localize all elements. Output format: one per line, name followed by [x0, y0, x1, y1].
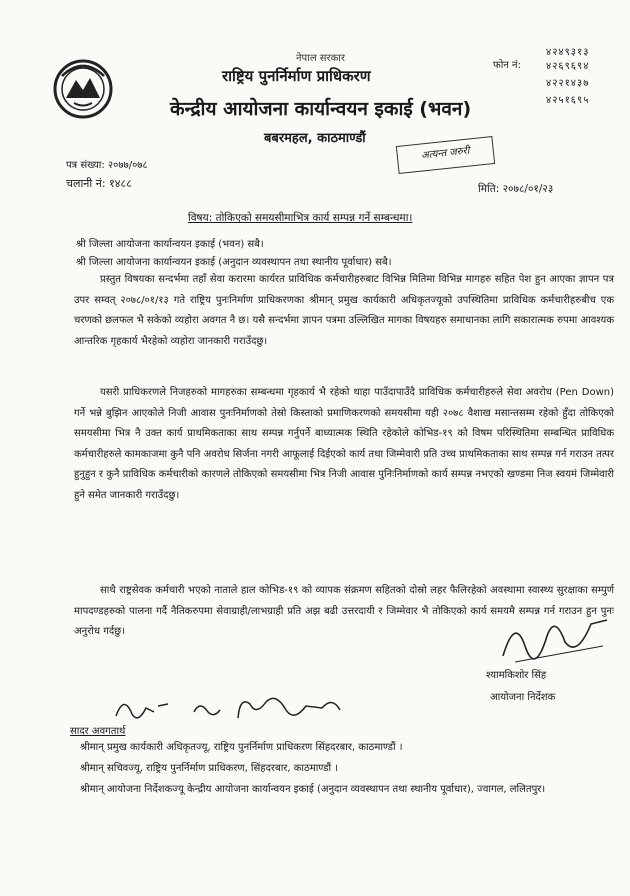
handwritten-initials-icon: [110, 686, 350, 730]
director-signature-icon: [495, 606, 615, 668]
phone-number: ४२६९६९४: [546, 61, 590, 72]
cc-item: श्रीमान् आयोजना निर्देशकज्यू केन्द्रीय आयोजना कार्यान्वयन इकाई (अनुदान व्यवस्थापन तथा स्थानीय पूर्वाधार), ज्वागल, ललितपुर।: [80, 784, 546, 795]
cc-item: श्रीमान् सचिवज्यू, राष्ट्रिय पुनर्निर्माण प्राधिकरण, सिंहदरबार, काठमाण्डौं ।: [80, 763, 339, 774]
signatory-name: श्यामकिशोर सिंह: [486, 670, 547, 681]
urgent-stamp: अत्यन्त जरुरी: [396, 136, 495, 174]
signatory-title: आयोजना निर्देशक: [490, 692, 556, 703]
phone-number: ४२४९३१३: [546, 47, 590, 58]
header-government: नेपाल सरकार: [296, 53, 345, 64]
phone-number: ४२५१६९५: [546, 95, 590, 106]
letter-body: [74, 270, 614, 352]
header-authority: राष्ट्रिय पुनर्निर्माण प्राधिकरण: [222, 67, 371, 85]
nepal-emblem-icon: [52, 58, 114, 120]
cc-item: श्रीमान् प्रमुख कार्यकारी अधिकृतज्यू, राष्ट्रिय पुनर्निर्माण प्राधिकरण सिंहदरबार, काठमाण्डौं ।: [80, 742, 403, 753]
header-address: बबरमहल, काठमाण्डौं: [264, 131, 366, 146]
recipient-line: श्री जिल्ला आयोजना कार्यान्वयन इकाई (भवन) सबै।: [76, 239, 264, 250]
letter-date: मिति: २०७८/०१/२३: [478, 183, 554, 195]
phone-number: ४२२१४३७: [546, 78, 590, 89]
body-paragraph: यसरी प्राधिकरणले निजहरुको मागहरुका सम्बन्धमा गृहकार्य भै रहेको थाहा पाउँदापाउँदै प्राविधिक कर्मचारीहरुले सेवा अवरोध (Pen Down) गर्ने भन्ने बुझिन आएकोले निजी आवास पुनःनिर्माणको तेस्रो किस्ताको प्रमाणिकरणको समयसीमा यही २०७८ वैशाख मसान्तसम्म रहेको हुँदा तोकिएको समयसीमा भित्र नै उक्त कार्य प्राथमिकताका साथ सम्पन्न गर्नुपर्ने बाध्यात्मक स्थिति रहेकोले कोभिड-१९ को विषम परिस्थितिमा सम्बन्धित प्राविधिक कर्मचारीहरुले कामकाजमा कुनै पनि अवरोध सिर्जना नगरी आफूलाई दिईएको कार्य तथा जिम्मेवारी प्रति उच्च प्राथमिकताका साथ सम्पन्न गर्न गराउन तत्पर हुनुहुन र कुनै प्राविधिक कर्मचारीको कारणले तोकिएको समयसीमा भित्र निजी आवास पुनिःनिर्माणको कार्य सम्पन्न नभएको खण्डमा निज स्वयमं जिम्मेवारी हुने समेत जानकारी गराउँदछु।: [74, 387, 615, 501]
cc-heading: सादर अवगतार्थ: [70, 726, 126, 737]
letter-reference: पत्र संख्या: २०७७/०७८: [66, 160, 148, 171]
phone-label: फोन नं:: [493, 60, 521, 71]
dispatch-number: चलानी नं: १४८८: [66, 177, 132, 190]
body-paragraph: प्रस्तुत विषयका सन्दर्भमा तहाँ सेवा करारमा कार्यरत प्राविधिक कर्मचारीहरुबाट विभिन्न मितिमा विभिन्न मागहरु सहित पेश हुन आएका ज्ञापन पत्र उपर सम्वत् २०७८/०१/१३ गते राष्ट्रिय पुनःनिर्माण प्राधिकरणका श्रीमान् प्रमुख कार्यकारी अधिकृतज्यूको उपस्थितिमा प्राविधिक कर्मचारीहरुबीच एक चरणको छलफल भै सकेको व्यहोरा अवगत नै छ। यसै सन्दर्भमा ज्ञापन पत्रमा उल्लिखित मागका विषयहरु समाधानका लागि सकारात्मक रुपमा आवश्यक आन्तरिक गृहकार्य भैरहेको व्यहोरा जानकारी गराउँदछु।: [74, 274, 614, 347]
recipient-line: श्री जिल्ला आयोजना कार्यान्वयन इकाई (अनुदान व्यवस्थापन तथा स्थानीय पूर्वाधार) सबै।: [76, 257, 392, 268]
body-paragraph: साथै राष्ट्रसेवक कर्मचारी भएको नाताले हाल कोभिड-१९ को व्यापक संक्रमण सहितको दोस्रो लहर फैलिरहेको अवस्थामा स्वास्थ्य सुरक्षाका सम्पुर्ण मापदण्डहरुको पालना गर्दै नैतिकरुपमा सेवाग्राही/लाभग्राही प्रति अझ बढी उत्तरदायी र जिम्मेवार भै तोकिएको कार्य समयमै सम्पन्न गर्न गराउन हुन पुनः अनुरोध गर्दछु।: [74, 585, 614, 638]
header-office: केन्द्रीय आयोजना कार्यान्वयन इकाई (भवन): [170, 98, 472, 120]
letter-body: [74, 383, 614, 507]
letter-subject: विषय: तोकिएको समयसीमाभित्र कार्य सम्पन्न गर्ने सम्बन्धमा।: [188, 212, 413, 224]
